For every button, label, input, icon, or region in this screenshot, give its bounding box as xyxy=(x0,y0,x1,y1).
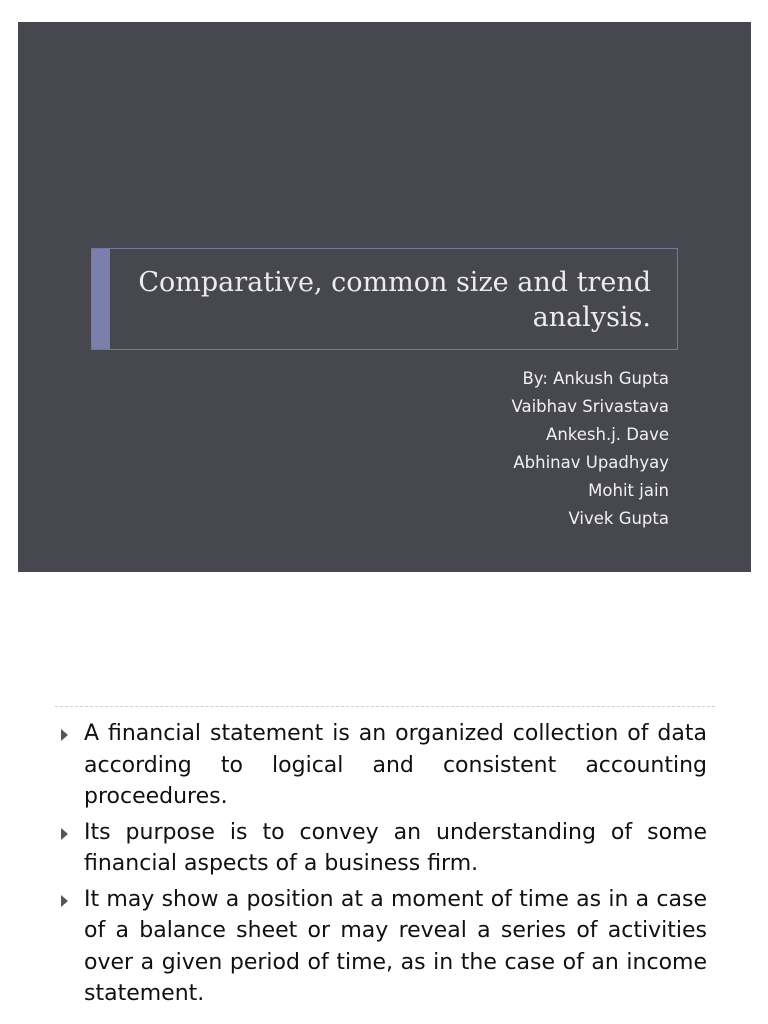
bullet-item xyxy=(55,718,707,813)
author-line: Mohit jain xyxy=(588,481,669,500)
bullet-text: A financial statement is an organized collection of data according to logical and consistent accounting proceedures. xyxy=(84,721,707,809)
slide-title: Comparative, common size and trend analysis. xyxy=(138,267,651,333)
bullet-text: It may show a position at a moment of time as in a case of a balance sheet or may reveal a series of activities over a given period of time, as in the case of an income statement. xyxy=(84,886,707,1006)
bullet-text: Its purpose is to convey an understanding of some financial aspects of a business firm. xyxy=(84,819,707,876)
content-slide xyxy=(55,706,715,1024)
bullet-list xyxy=(55,718,707,1014)
author-list xyxy=(511,365,669,533)
triangle-right-icon xyxy=(61,895,68,907)
triangle-right-icon xyxy=(61,828,68,840)
author-line: Vaibhav Srivastava xyxy=(511,397,669,416)
author-line: Ankesh.j. Dave xyxy=(546,425,669,444)
author-line: Abhinav Upadhyay xyxy=(513,453,669,472)
title-accent-bar xyxy=(92,249,110,349)
header-divider xyxy=(55,706,715,707)
author-line: By: Ankush Gupta xyxy=(522,369,669,388)
bullet-item xyxy=(55,817,707,880)
bullet-item xyxy=(55,884,707,1010)
author-line: Vivek Gupta xyxy=(568,509,669,528)
title-slide xyxy=(18,22,751,572)
triangle-right-icon xyxy=(61,729,68,741)
title-box xyxy=(91,248,678,350)
